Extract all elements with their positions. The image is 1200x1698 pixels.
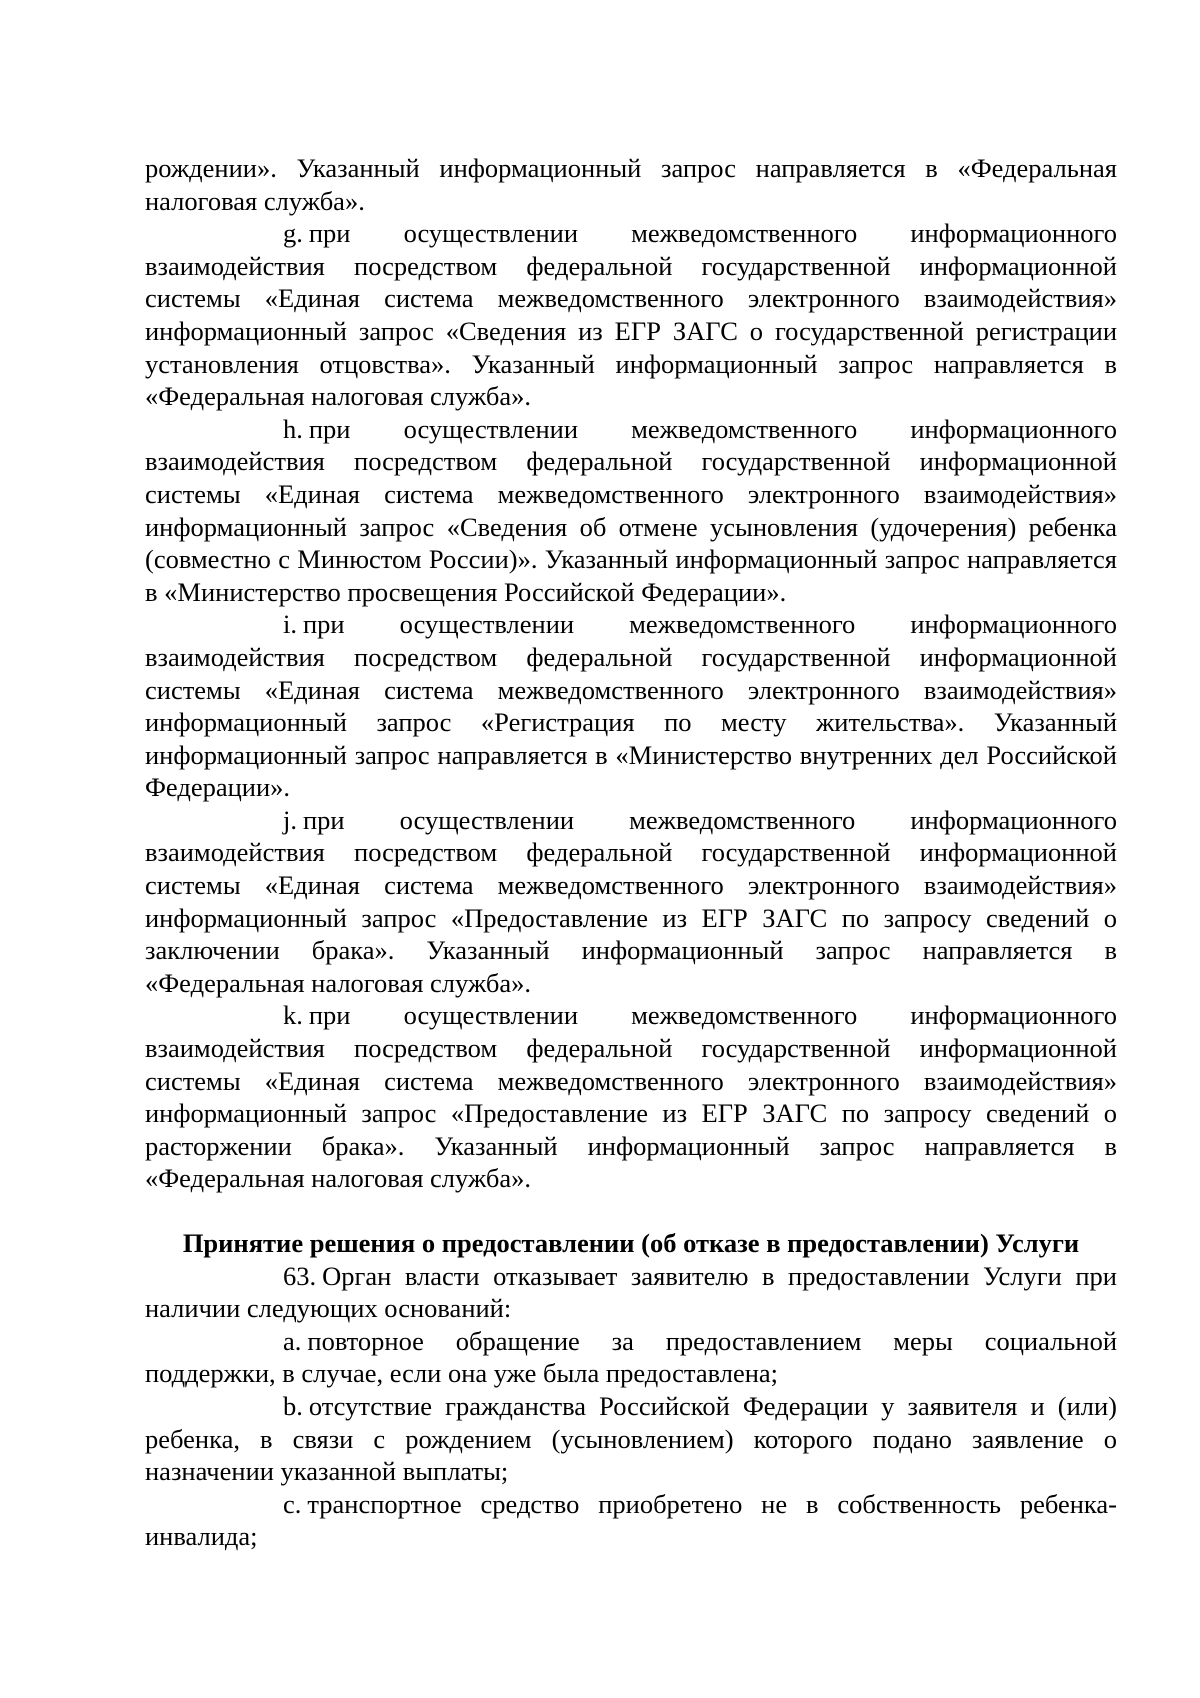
list-marker: c. xyxy=(283,1488,302,1519)
list-item-i xyxy=(145,608,1117,804)
list-marker: j. xyxy=(283,804,297,835)
clause-63 xyxy=(145,1260,1117,1325)
list-marker: i. xyxy=(283,609,297,640)
list-item-a xyxy=(145,1325,1117,1390)
document-page xyxy=(145,152,1117,1553)
clause-text: Орган власти отказывает заявителю в предоставлении Услуги при наличии следующих оснований: xyxy=(145,1260,1117,1324)
list-marker: g. xyxy=(283,218,303,249)
list-item-c xyxy=(145,1488,1117,1553)
list-marker: b. xyxy=(283,1390,303,1421)
list-item-text: транспортное средство приобретено не в собственность ребенка-инвалида; xyxy=(145,1488,1117,1552)
list-marker: a. xyxy=(283,1325,302,1356)
list-item-text: при осуществлении межведомственного информационного взаимодействия посредством федеральной государственной информационной системы «Единая система межведомственного электронного взаимодействия» информационный запрос «Предоставление из ЕГР ЗАГС по запросу сведений о расторжении брака». Указанный информационный запрос направляется в «Федеральная налоговая служба». xyxy=(145,1000,1117,1194)
list-item-text: при осуществлении межведомственного информационного взаимодействия посредством федеральной государственной информационной системы «Единая система межведомственного электронного взаимодействия» информационный запрос «Предоставление из ЕГР ЗАГС по запросу сведений о заключении брака». Указанный информационный запрос направляется в «Федеральная налоговая служба». xyxy=(145,804,1117,998)
list-marker: h. xyxy=(283,413,303,444)
list-item-text: повторное обращение за предоставлением меры социальной поддержки, в случае, если она уже была предоставлена; xyxy=(145,1325,1117,1389)
list-item-text: при осуществлении межведомственного информационного взаимодействия посредством федеральной государственной информационной системы «Единая система межведомственного электронного взаимодействия» информационный запрос «Сведения об отмене усыновления (удочерения) ребенка (совместно с Минюстом России)». Указанный информационный запрос направляется в «Министерство просвещения Российской Федерации». xyxy=(145,413,1117,607)
list-item-text: при осуществлении межведомственного информационного взаимодействия посредством федеральной государственной информационной системы «Единая система межведомственного электронного взаимодействия» информационный запрос «Регистрация по месту жительства». Указанный информационный запрос направляется в «Министерство внутренних дел Российской Федерации». xyxy=(145,609,1117,803)
list-item-j xyxy=(145,804,1117,1000)
list-item-text: отсутствие гражданства Российской Федерации у заявителя и (или) ребенка, в связи с рождением (усыновлением) которого подано заявление о назначении указанной выплаты; xyxy=(145,1390,1117,1487)
list-item-b xyxy=(145,1390,1117,1488)
list-item-k xyxy=(145,999,1117,1195)
paragraph-fragment: рождении». Указанный информационный запрос направляется в «Федеральная налоговая служба». xyxy=(145,153,1117,216)
list-item-text: при осуществлении межведомственного информационного взаимодействия посредством федеральной государственной информационной системы «Единая система межведомственного электронного взаимодействия» информационный запрос «Сведения из ЕГР ЗАГС о государственной регистрации установления отцовства». Указанный информационный запрос направляется в «Федеральная налоговая служба». xyxy=(145,218,1117,412)
list-marker: k. xyxy=(283,1000,303,1031)
clause-number: 63. xyxy=(283,1260,317,1291)
section-heading: Принятие решения о предоставлении (об отказе в предоставлении) Услуги xyxy=(182,1228,1080,1258)
list-item-g xyxy=(145,217,1117,413)
list-item-h xyxy=(145,413,1117,609)
